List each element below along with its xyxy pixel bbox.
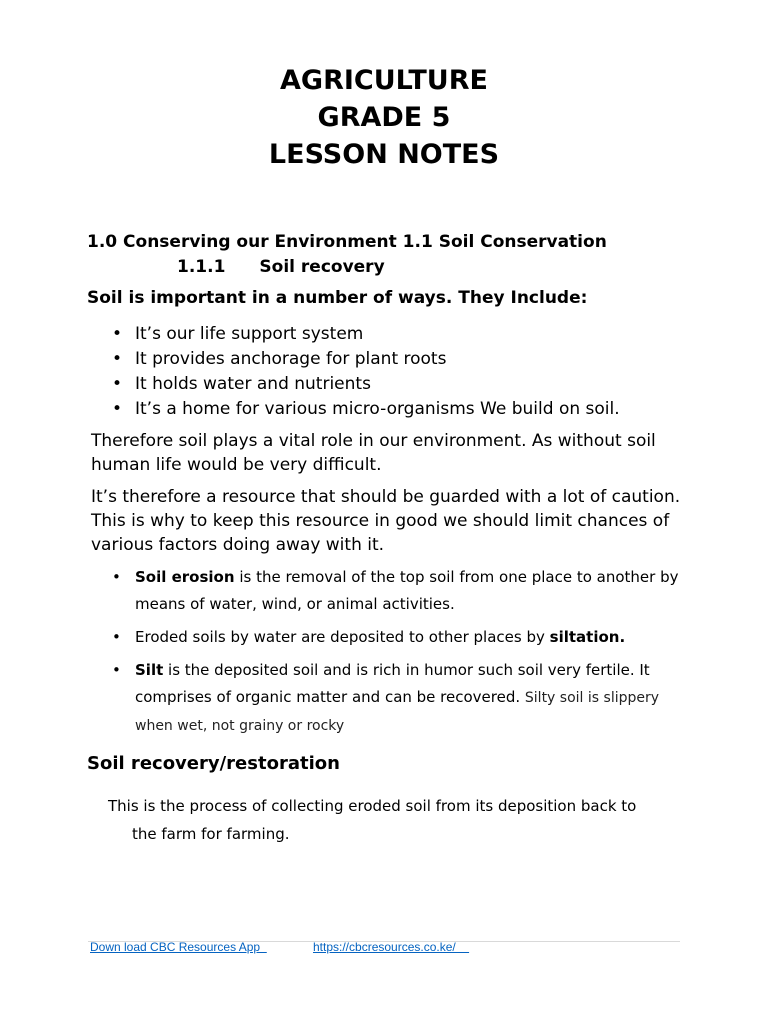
paragraph-vital-role: Therefore soil plays a vital role in our environment. As without soil human life would be very difficult. [91,431,656,475]
paragraph-resource: It’s therefore a resource that should be guarded with a lot of caution. This is why to keep this resource in good we should limit chances of various factors doing away with it. [91,487,681,555]
section-heading [87,230,607,280]
section-title: 1.0 Conserving our Environment 1.1 Soil Conservation [87,232,607,252]
siltation-definition: Eroded soils by water are deposited to other places by [135,628,550,646]
title-notes: LESSON NOTES [268,139,500,170]
term-siltation: siltation. [549,628,626,646]
importance-list [112,322,620,422]
recovery-definition [108,792,668,848]
list-item: • It holds water and nutrients [112,372,620,397]
silt-definition: is the deposited soil and is rich in humor such soil very fertile. It comprises of organic matter and can be recovered. [135,661,650,706]
website-link[interactable]: https://cbcresources.co.ke/ [313,940,470,954]
title-subject: AGRICULTURE [280,65,488,96]
subsection-heading [87,255,607,280]
intro-heading: Soil is important in a number of ways. They Include: [87,288,588,308]
term-silt: Silt [135,661,164,679]
download-app-link[interactable]: Down load CBC Resources App [90,940,267,954]
silt-note: Silty soil is slippery when wet, not grainy or rocky [135,690,660,734]
recovery-heading: Soil recovery/restoration [87,753,340,774]
document-title [0,62,768,173]
title-grade: GRADE 5 [317,102,451,133]
list-item: • It provides anchorage for plant roots [112,347,620,372]
list-item-erosion [112,564,692,618]
term-soil-erosion: Soil erosion [135,568,235,586]
erosion-definition: is the removal of the top soil from one place to another by means of water, wind, or animal activities. [135,568,679,613]
definitions-list [112,564,692,746]
subsection-title: Soil recovery [259,257,385,277]
list-item-silt [112,657,692,740]
list-item: • It’s our life support system [112,322,620,347]
subsection-number: 1.1.1 [177,257,226,277]
list-item: • It’s a home for various micro-organisms We build on soil. [112,397,620,422]
list-item-siltation [112,624,692,651]
recovery-line-1: This is the process of collecting eroded soil from its deposition back to [108,797,637,815]
recovery-line-2: the farm for farming. [132,825,290,843]
